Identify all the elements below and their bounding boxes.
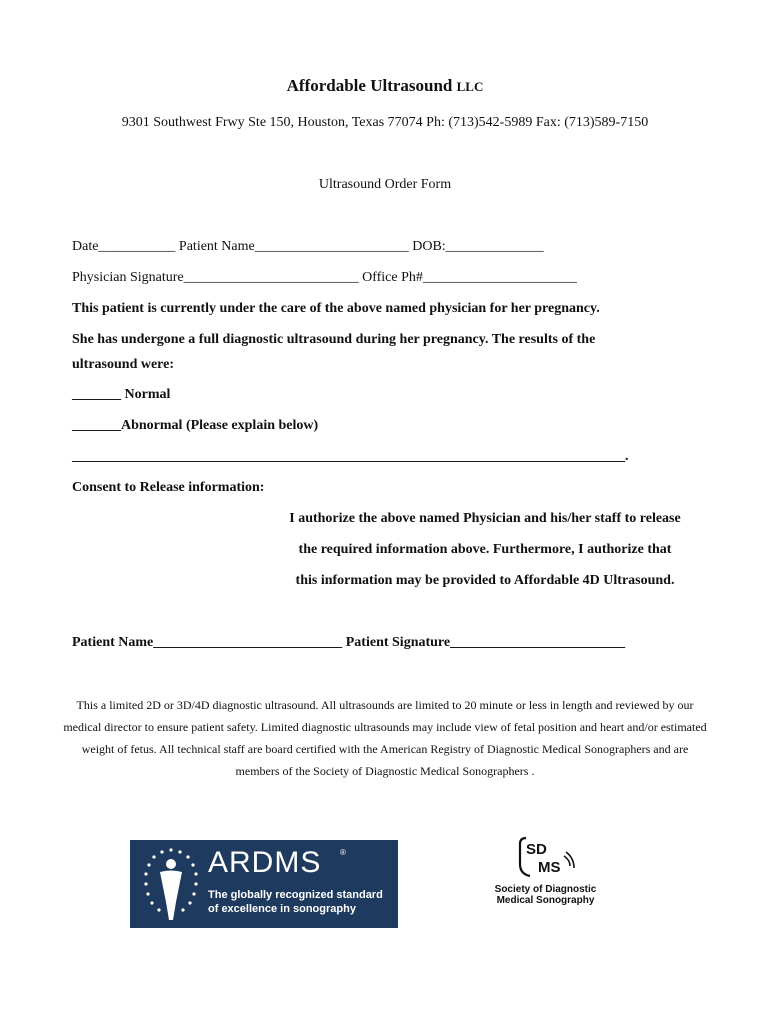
sdms-emblem-icon	[516, 834, 576, 880]
diagnostic-statement-2: ultrasound were:	[72, 357, 175, 372]
date-patient-dob-line[interactable]: Date___________ Patient Name______________________ DOB:______________	[72, 239, 544, 254]
patient-signature-line[interactable]: Patient Name___________________________ Patient Signature_________________________	[72, 635, 626, 650]
form-title: Ultrasound Order Form	[318, 177, 452, 192]
ardms-trademark: ®	[340, 848, 346, 857]
company-name: Affordable Ultrasound	[286, 76, 453, 95]
company-address: 9301 Southwest Frwy Ste 150, Houston, Texas 77074 Ph: (713)542-5989 Fax: (713)589-7150	[121, 115, 649, 130]
physician-office-line[interactable]: Physician Signature_________________________ Office Ph#______________________	[72, 270, 577, 285]
consent-line-3: this information may be provided to Affordable 4D Ultrasound.	[295, 573, 675, 588]
disclaimer-text: This a limited 2D or 3D/4D diagnostic ultrasound. All ultrasounds are limited to 20 minute or less in length and reviewed by our medical director to ensure patient safety. Limited diagnostic ultrasounds may include view of fetal position and heart and/or estimated weight of fetus. All technical staff are board certified with the American Registry of Diagnostic Medical Sonographers and are members of the Society of Diagnostic Medical Sonographers .	[63, 698, 707, 778]
sdms-logo	[488, 834, 608, 914]
explain-line[interactable]: _______________________________________________________________________________.	[72, 449, 629, 464]
diagnostic-statement-1: She has undergone a full diagnostic ultrasound during her pregnancy. The results of the	[72, 332, 596, 347]
ardms-emblem-icon	[136, 840, 206, 928]
normal-option[interactable]: _______ Normal	[72, 387, 171, 402]
sdms-mark-top: SD	[526, 841, 547, 858]
care-statement: This patient is currently under the care of the above named physician for her pregnancy.	[72, 301, 600, 316]
sdms-name: Society of Diagnostic Medical Sonography	[494, 884, 597, 906]
company-title	[0, 76, 770, 96]
consent-heading: Consent to Release information:	[72, 480, 265, 495]
consent-line-2: the required information above. Furthermore, I authorize that	[298, 542, 672, 557]
ardms-name: ARDMS	[208, 846, 322, 879]
company-suffix: LLC	[456, 79, 484, 94]
consent-line-1: I authorize the above named Physician and his/her staff to release	[289, 511, 681, 526]
ardms-tagline: The globally recognized standard of excellence in sonography	[208, 889, 383, 915]
sdms-mark-bottom: MS	[538, 859, 561, 876]
ardms-logo	[130, 840, 398, 928]
abnormal-option[interactable]: _______Abnormal (Please explain below)	[72, 418, 319, 433]
